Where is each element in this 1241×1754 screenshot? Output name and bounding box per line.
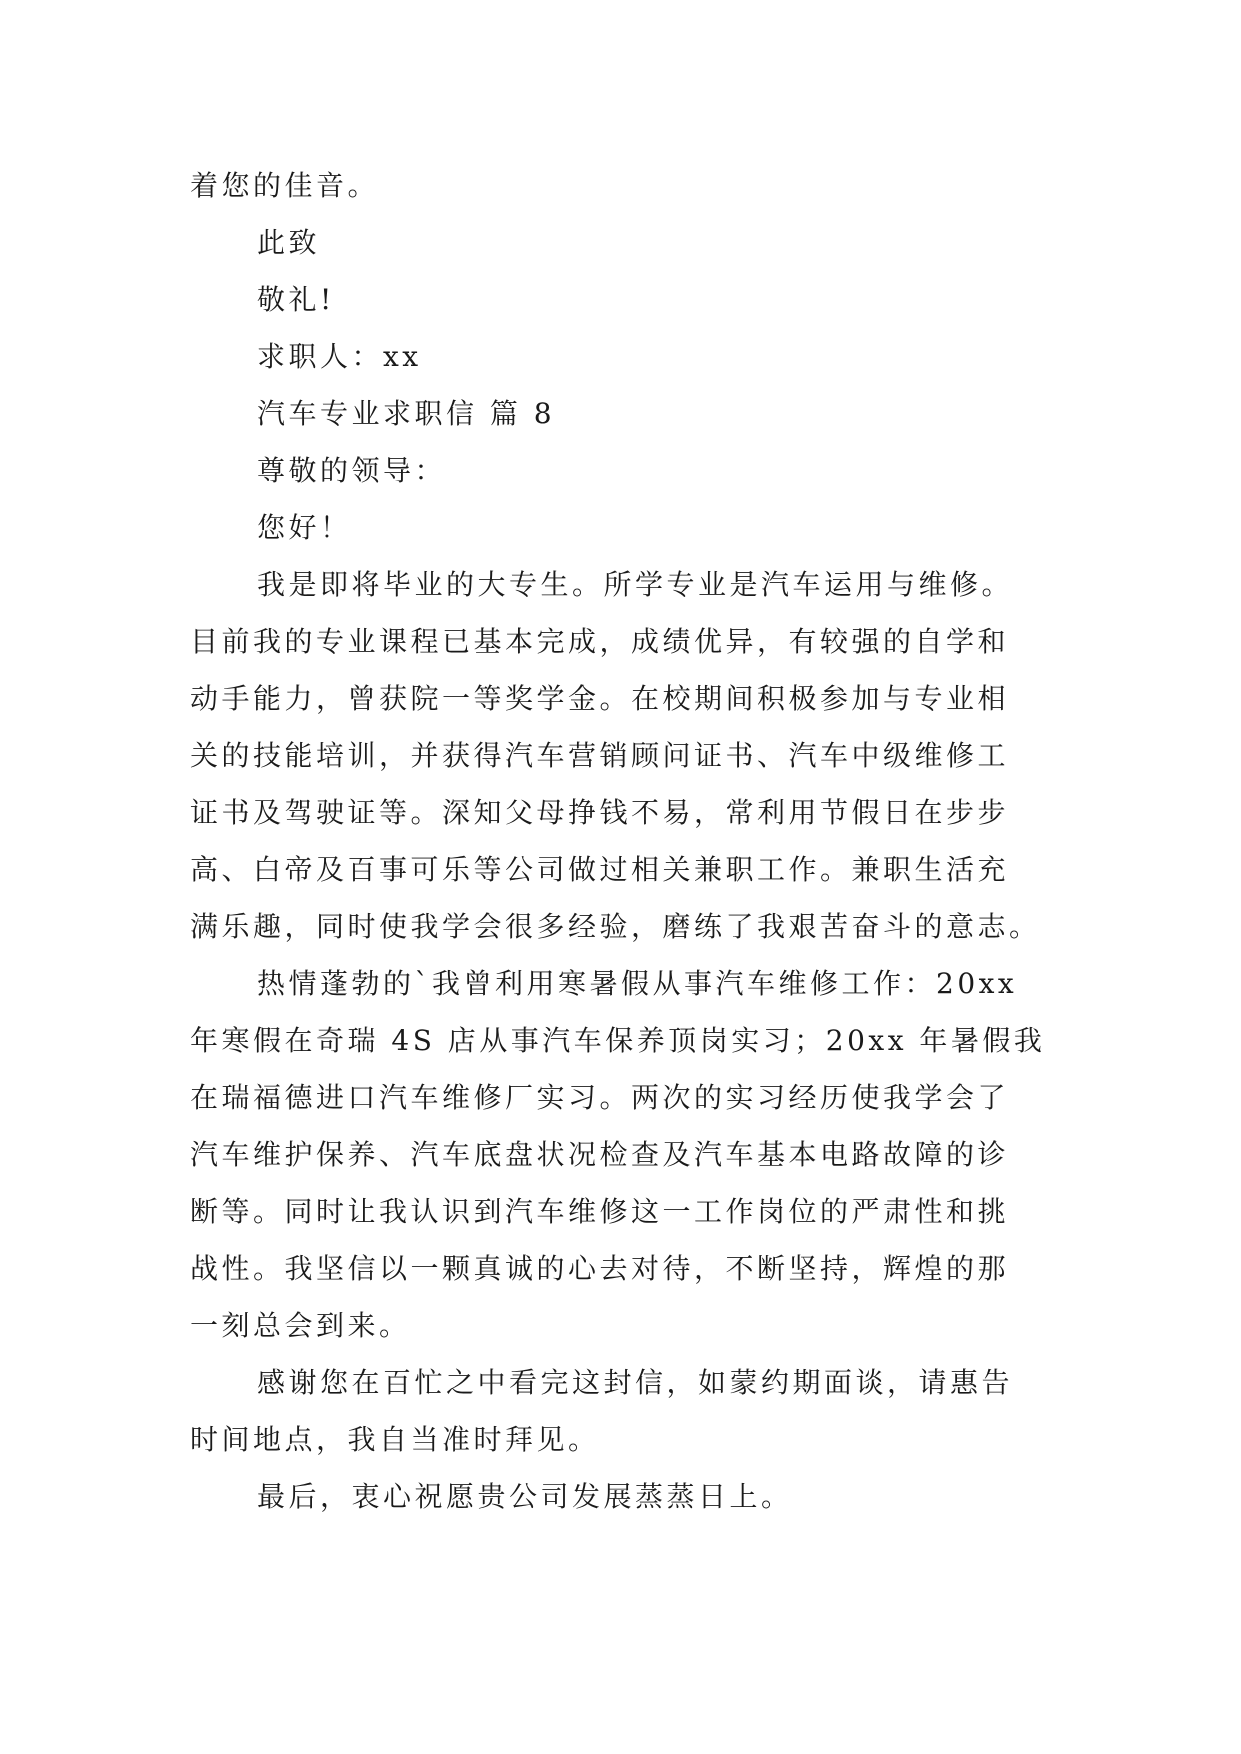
body-line: 最后，衷心祝愿贵公司发展蒸蒸日上。 (257, 1480, 793, 1513)
body-line: 着您的佳音。 (190, 169, 380, 202)
body-line: 战性。我坚信以一颗真诚的心去对待，不断坚持，辉煌的那 (190, 1252, 1010, 1285)
section-heading: 汽车专业求职信 篇 8 (257, 397, 556, 430)
greeting-hello: 您好！ (257, 511, 352, 544)
signature-line: 求职人：xx (257, 340, 422, 373)
body-line: 动手能力，曾获院一等奖学金。在校期间积极参加与专业相 (190, 682, 1010, 715)
body-line: 证书及驾驶证等。深知父母挣钱不易，常利用节假日在步步 (190, 796, 1010, 829)
body-line: 满乐趣，同时使我学会很多经验，磨练了我艰苦奋斗的意志。 (190, 910, 1041, 943)
body-line: 关的技能培训，并获得汽车营销顾问证书、汽车中级维修工 (190, 739, 1010, 772)
closing-salutation: 此致 (257, 226, 321, 259)
body-line: 我是即将毕业的大专生。所学专业是汽车运用与维修。 (257, 568, 1014, 601)
body-line: 年寒假在奇瑞 4S 店从事汽车保养顶岗实习；20xx 年暑假我 (190, 1024, 1046, 1057)
body-line: 时间地点，我自当准时拜见。 (190, 1423, 600, 1456)
body-line: 感谢您在百忙之中看完这封信，如蒙约期面谈，请惠告 (257, 1366, 1014, 1399)
body-line: 在瑞福德进口汽车维修厂实习。两次的实习经历使我学会了 (190, 1081, 1010, 1114)
greeting-line: 尊敬的领导： (257, 454, 447, 487)
body-line: 汽车维护保养、汽车底盘状况检查及汽车基本电路故障的诊 (190, 1138, 1010, 1171)
body-line: 目前我的专业课程已基本完成，成绩优异，有较强的自学和 (190, 625, 1010, 658)
body-line: 断等。同时让我认识到汽车维修这一工作岗位的严肃性和挑 (190, 1195, 1010, 1228)
body-line: 热情蓬勃的`我曾利用寒暑假从事汽车维修工作：20xx (257, 967, 1018, 1000)
body-line: 高、白帝及百事可乐等公司做过相关兼职工作。兼职生活充 (190, 853, 1010, 886)
body-line: 一刻总会到来。 (190, 1309, 411, 1342)
closing-regards: 敬礼! (257, 283, 335, 316)
